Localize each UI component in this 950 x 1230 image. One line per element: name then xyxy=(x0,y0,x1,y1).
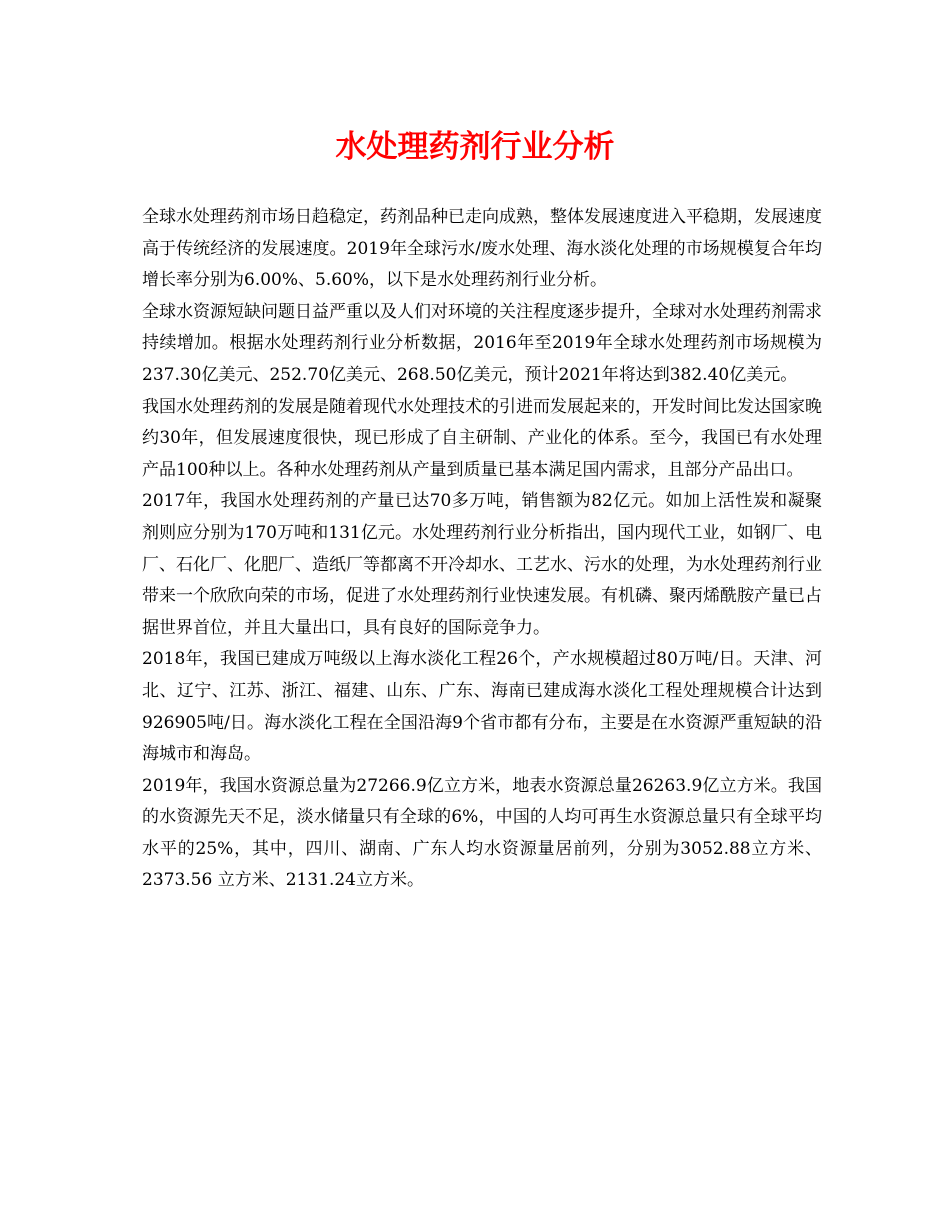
document-body xyxy=(142,202,822,897)
paragraph-global-demand: 全球水资源短缺问题日益严重以及人们对环境的关注程度逐步提升，全球对水处理药剂需求持续增加。根据水处理药剂行业分析数据，2016年至2019年全球水处理药剂市场规模为237.30亿美元、252.70亿美元、268.50亿美元，预计2021年将达到382.40亿美元。 xyxy=(142,301,822,385)
paragraph-global-market: 全球水处理药剂市场日趋稳定，药剂品种已走向成熟，整体发展速度进入平稳期，发展速度高于传统经济的发展速度。2019年全球污水/废水处理、海水淡化处理的市场规模复合年均增长率分别为6.00%、5.60%，以下是水处理药剂行业分析。 xyxy=(142,207,822,291)
paragraph-domestic-development: 我国水处理药剂的发展是随着现代水处理技术的引进而发展起来的，开发时间比发达国家晚约30年，但发展速度很快，现已形成了自主研制、产业化的体系。至今，我国已有水处理产品100种以上。各种水处理药剂从产量到质量已基本满足国内需求，且部分产品出口。 xyxy=(142,396,822,480)
paragraph-2018-desalination: 2018年，我国已建成万吨级以上海水淡化工程26个，产水规模超过80万吨/日。天津、河北、辽宁、江苏、浙江、福建、山东、广东、海南已建成海水淡化工程处理规模合计达到926905吨/日。海水淡化工程在全国沿海9个省市都有分布，主要是在水资源严重短缺的沿海城市和海岛。 xyxy=(142,649,822,765)
paragraph-2017-production: 2017年，我国水处理药剂的产量已达70多万吨，销售额为82亿元。如加上活性炭和凝聚剂则应分别为170万吨和131亿元。水处理药剂行业分析指出，国内现代工业，如钢厂、电厂、石化厂、化肥厂、造纸厂等都离不开冷却水、工艺水、污水的处理，为水处理药剂行业带来一个欣欣向荣的市场，促进了水处理药剂行业快速发展。有机磷、聚丙烯酰胺产量已占据世界首位，并且大量出口，具有良好的国际竞争力。 xyxy=(142,491,822,638)
paragraph-2019-water-resources: 2019年，我国水资源总量为27266.9亿立方米，地表水资源总量26263.9亿立方米。我国的水资源先天不足，淡水储量只有全球的6%，中国的人均可再生水资源总量只有全球平均水平的25%，其中，四川、湖南、广东人均水资源量居前列，分别为3052.88立方米、2373.56 立方米、2131.24立方米。 xyxy=(142,775,822,891)
document-title: 水处理药剂行业分析 xyxy=(335,129,615,165)
